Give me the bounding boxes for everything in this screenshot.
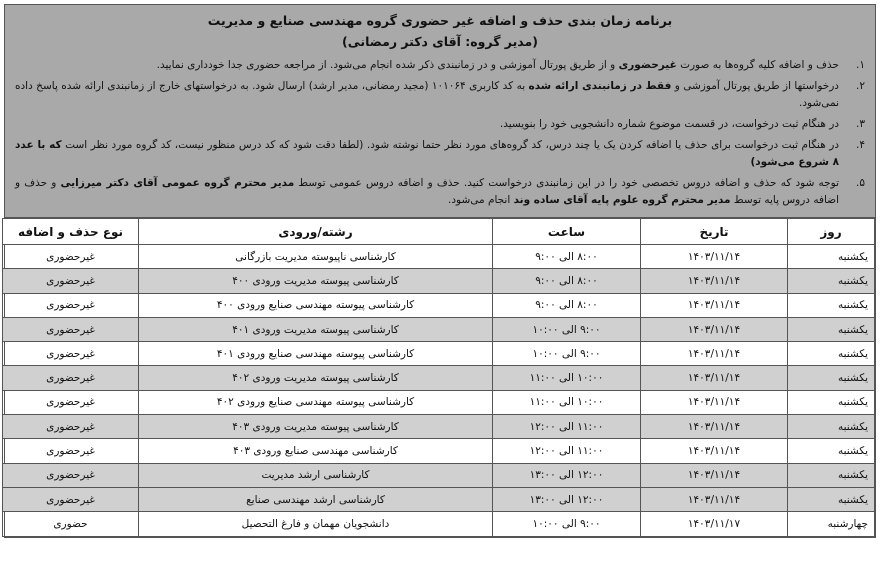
cell-time: ۱۲:۰۰ الی ۱۳:۰۰ xyxy=(493,487,641,511)
cell-date: ۱۴۰۳/۱۱/۱۴ xyxy=(641,342,788,366)
table-row xyxy=(3,415,875,439)
cell-day: یکشنبه xyxy=(788,439,875,463)
cell-day: یکشنبه xyxy=(788,366,875,390)
cell-date: ۱۴۰۳/۱۱/۱۴ xyxy=(641,317,788,341)
rule-emphasis: که با عدد ۸ شروع می‌شود) xyxy=(15,139,839,168)
cell-day: چهارشنبه xyxy=(788,512,875,536)
rule-fragment: انجام می‌شود. xyxy=(448,194,514,206)
cell-day: یکشنبه xyxy=(788,342,875,366)
cell-day: یکشنبه xyxy=(788,415,875,439)
cell-day: یکشنبه xyxy=(788,487,875,511)
rule-item xyxy=(15,175,865,209)
rule-text xyxy=(15,78,839,112)
cell-time: ۹:۰۰ الی ۱۰:۰۰ xyxy=(493,512,641,536)
cell-time: ۱۱:۰۰ الی ۱۲:۰۰ xyxy=(493,415,641,439)
instructions-panel xyxy=(5,5,875,218)
table-row xyxy=(3,366,875,390)
cell-field: کارشناسی پیوسته مدیریت ورودی ۴۰۳ xyxy=(139,415,493,439)
cell-date: ۱۴۰۳/۱۱/۱۷ xyxy=(641,512,788,536)
cell-type: غیرحضوری xyxy=(3,269,139,293)
header-field: رشته/ورودی xyxy=(139,219,493,245)
cell-time: ۱۰:۰۰ الی ۱۱:۰۰ xyxy=(493,366,641,390)
table-row xyxy=(3,390,875,414)
cell-date: ۱۴۰۳/۱۱/۱۴ xyxy=(641,269,788,293)
rule-fragment: و از طریق پورتال آموزشی و در زمانبندی ذکر شده انجام می‌شود. از مراجعه حضوری جدا خودداری نمایید. xyxy=(156,59,619,71)
cell-date: ۱۴۰۳/۱۱/۱۴ xyxy=(641,463,788,487)
cell-field: کارشناسی پیوسته مهندسی صنایع ورودی ۴۰۲ xyxy=(139,390,493,414)
cell-time: ۹:۰۰ الی ۱۰:۰۰ xyxy=(493,317,641,341)
rules-list xyxy=(15,57,865,209)
cell-type: غیرحضوری xyxy=(3,439,139,463)
rule-fragment: حذف و اضافه کلیه گروه‌ها به صورت xyxy=(676,59,839,71)
cell-date: ۱۴۰۳/۱۱/۱۴ xyxy=(641,415,788,439)
cell-field: کارشناسی مهندسی صنایع ورودی ۴۰۳ xyxy=(139,439,493,463)
cell-field: دانشجویان مهمان و فارغ التحصیل xyxy=(139,512,493,536)
cell-field: کارشناسی ارشد مدیریت xyxy=(139,463,493,487)
schedule-table xyxy=(2,218,875,537)
rule-text xyxy=(15,57,839,74)
table-row xyxy=(3,463,875,487)
rule-emphasis: فقط در زمانبندی ارائه شده xyxy=(528,80,672,92)
cell-field: کارشناسی ناپیوسته مدیریت بازرگانی xyxy=(139,245,493,269)
cell-time: ۱۰:۰۰ الی ۱۱:۰۰ xyxy=(493,390,641,414)
header-type: نوع حذف و اضافه xyxy=(3,219,139,245)
table-row xyxy=(3,342,875,366)
rule-fragment: در هنگام ثبت درخواست، در قسمت موضوع شماره دانشجویی خود را بنویسید. xyxy=(499,118,839,130)
table-row xyxy=(3,487,875,511)
rule-text xyxy=(15,116,839,133)
cell-time: ۸:۰۰ الی ۹:۰۰ xyxy=(493,269,641,293)
cell-field: کارشناسی پیوسته مدیریت ورودی ۴۰۰ xyxy=(139,269,493,293)
cell-time: ۸:۰۰ الی ۹:۰۰ xyxy=(493,293,641,317)
cell-time: ۱۲:۰۰ الی ۱۳:۰۰ xyxy=(493,463,641,487)
rule-number: ۱. xyxy=(856,59,865,71)
cell-time: ۹:۰۰ الی ۱۰:۰۰ xyxy=(493,342,641,366)
cell-date: ۱۴۰۳/۱۱/۱۴ xyxy=(641,245,788,269)
table-body xyxy=(3,245,875,537)
cell-type: غیرحضوری xyxy=(3,342,139,366)
cell-field: کارشناسی پیوسته مهندسی صنایع ورودی ۴۰۱ xyxy=(139,342,493,366)
schedule-document xyxy=(4,4,876,538)
header-date: تاریخ xyxy=(641,219,788,245)
cell-date: ۱۴۰۳/۱۱/۱۴ xyxy=(641,390,788,414)
rule-text xyxy=(15,175,839,209)
rule-fragment: در هنگام ثبت درخواست برای حذف یا اضافه کردن یک یا چند درس، کد گروه‌های مورد نظر حتما نوشته شود. (لطفا دقت شود که کد درس منظور نیست، کد گروه مورد نظر است xyxy=(61,139,840,151)
rule-emphasis: مدیر محترم گروه علوم پایه آقای ساده وند xyxy=(513,194,731,206)
table-header-row xyxy=(3,219,875,245)
table-row xyxy=(3,245,875,269)
rule-fragment: درخواستها از طریق پورتال آموزشی و xyxy=(671,80,839,92)
cell-date: ۱۴۰۳/۱۱/۱۴ xyxy=(641,487,788,511)
cell-date: ۱۴۰۳/۱۱/۱۴ xyxy=(641,439,788,463)
cell-day: یکشنبه xyxy=(788,293,875,317)
table-row xyxy=(3,317,875,341)
rule-item xyxy=(15,78,865,112)
table-row xyxy=(3,512,875,536)
cell-field: کارشناسی ارشد مهندسی صنایع xyxy=(139,487,493,511)
rule-number: ۳. xyxy=(856,118,865,130)
cell-field: کارشناسی پیوسته مدیریت ورودی ۴۰۲ xyxy=(139,366,493,390)
page-title: برنامه زمان بندی حذف و اضافه غیر حضوری گروه مهندسی صنایع و مدیریت xyxy=(207,13,673,28)
rule-fragment: توجه شود که حذف و اضافه دروس تخصصی خود را در این زمانبندی درخواست کنید. حذف و اضافه دروس عمومی توسط xyxy=(294,177,840,189)
cell-day: یکشنبه xyxy=(788,463,875,487)
cell-type: غیرحضوری xyxy=(3,245,139,269)
table-row xyxy=(3,293,875,317)
cell-type: غیرحضوری xyxy=(3,415,139,439)
header-time: ساعت xyxy=(493,219,641,245)
rule-fragment: به کد کاربری ۱۰۱۰۶۴ (مجید رمضانی، مدیر ارشد) ارسال شود. به درخواستهای خارج از زمانبندی ارائه شده پاسخ داده نمی‌شود. xyxy=(15,80,839,109)
rule-text xyxy=(15,137,839,171)
rule-fragment: و حذف و اضافه دروس پایه توسط xyxy=(15,177,839,206)
cell-type: غیرحضوری xyxy=(3,366,139,390)
cell-time: ۸:۰۰ الی ۹:۰۰ xyxy=(493,245,641,269)
rule-item xyxy=(15,137,865,171)
rule-number: ۲. xyxy=(856,80,865,92)
rule-emphasis: مدیر محترم گروه عمومی آقای دکتر میرزایی xyxy=(60,177,295,189)
table-row xyxy=(3,269,875,293)
rule-item xyxy=(15,116,865,133)
rule-number: ۵. xyxy=(856,177,865,189)
cell-date: ۱۴۰۳/۱۱/۱۴ xyxy=(641,293,788,317)
cell-day: یکشنبه xyxy=(788,269,875,293)
cell-day: یکشنبه xyxy=(788,317,875,341)
rule-emphasis: غیرحضوری xyxy=(618,59,677,71)
table-row xyxy=(3,439,875,463)
rule-number: ۴. xyxy=(856,139,865,151)
cell-type: غیرحضوری xyxy=(3,293,139,317)
cell-field: کارشناسی پیوسته مدیریت ورودی ۴۰۱ xyxy=(139,317,493,341)
cell-date: ۱۴۰۳/۱۱/۱۴ xyxy=(641,366,788,390)
rule-item xyxy=(15,57,865,74)
cell-day: یکشنبه xyxy=(788,390,875,414)
cell-field: کارشناسی پیوسته مهندسی صنایع ورودی ۴۰۰ xyxy=(139,293,493,317)
cell-time: ۱۱:۰۰ الی ۱۲:۰۰ xyxy=(493,439,641,463)
cell-type: غیرحضوری xyxy=(3,317,139,341)
page-subtitle: (مدیر گروه: آقای دکتر رمضانی) xyxy=(342,34,538,49)
header-day: روز xyxy=(788,219,875,245)
cell-type: غیرحضوری xyxy=(3,390,139,414)
cell-type: حضوری xyxy=(3,512,139,536)
cell-type: غیرحضوری xyxy=(3,487,139,511)
cell-day: یکشنبه xyxy=(788,245,875,269)
cell-type: غیرحضوری xyxy=(3,463,139,487)
